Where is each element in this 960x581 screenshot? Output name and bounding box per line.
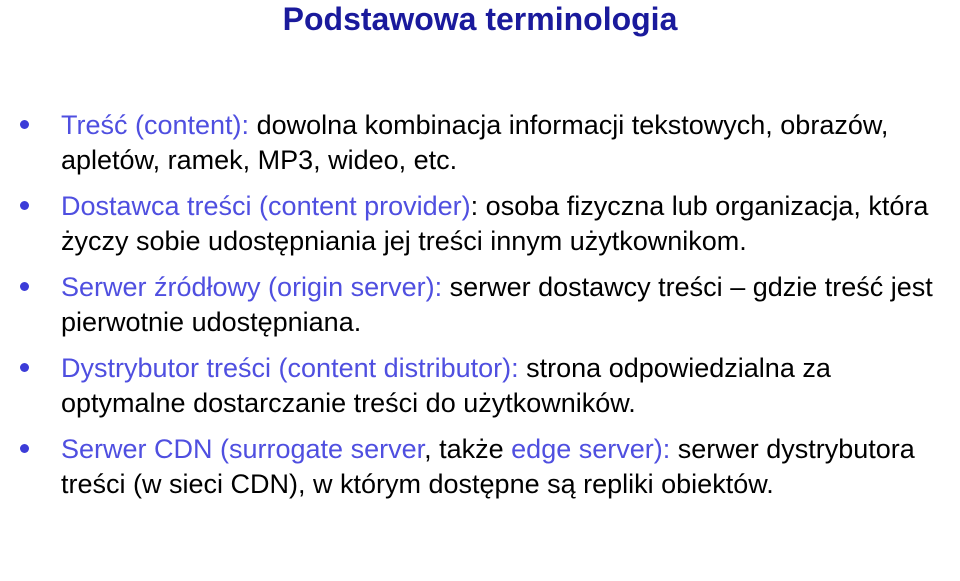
bullet-dot-icon: [20, 120, 29, 129]
bullet-item-content-provider: [0, 189, 960, 258]
bullet-item-cdn-server: [0, 432, 960, 501]
bullet-dot-icon: [20, 201, 29, 210]
bullet-dot-icon: [20, 363, 29, 372]
definition-text: dowolna kombinacja informacji tekstowych, obrazów, apletów, ramek, MP3, wideo, etc.: [61, 110, 889, 175]
definition-text: serwer dystrybutora treści (w sieci CDN), w którym dostępne są repliki obiektów.: [61, 434, 915, 499]
connector-text: , także: [424, 434, 512, 464]
bullet-list: [0, 108, 960, 513]
term-text: Serwer CDN (surrogate server: [61, 434, 425, 464]
term-text: Dystrybutor treści (content distributor):: [61, 353, 519, 383]
definition-text: osoba fizyczna lub organizacja, która życzy sobie udostępniania jej treści innym użytkownikom.: [61, 191, 929, 256]
definition-text-cont: gdzie treść jest pierwotnie udostępniana.: [61, 272, 933, 337]
bullet-dot-icon: [20, 444, 29, 453]
bullet-item-content-distributor: [0, 351, 960, 420]
bullet-dot-icon: [20, 282, 29, 291]
slide-title: Podstawowa terminologia: [282, 1, 678, 37]
definition-text: strona odpowiedzialna za optymalne dostarczanie treści do użytkowników.: [61, 353, 831, 418]
colon-text: :: [470, 191, 479, 221]
bullet-item-content: [0, 108, 960, 177]
dash-text: –: [730, 272, 746, 302]
definition-text: serwer dostawcy treści: [442, 272, 731, 302]
term-text: Serwer źródłowy (origin server):: [61, 272, 443, 302]
term-text: Treść (content):: [61, 110, 250, 140]
term-text-2: edge server):: [511, 434, 671, 464]
bullet-item-origin-server: [0, 270, 960, 339]
term-text: Dostawca treści (content provider): [61, 191, 471, 221]
